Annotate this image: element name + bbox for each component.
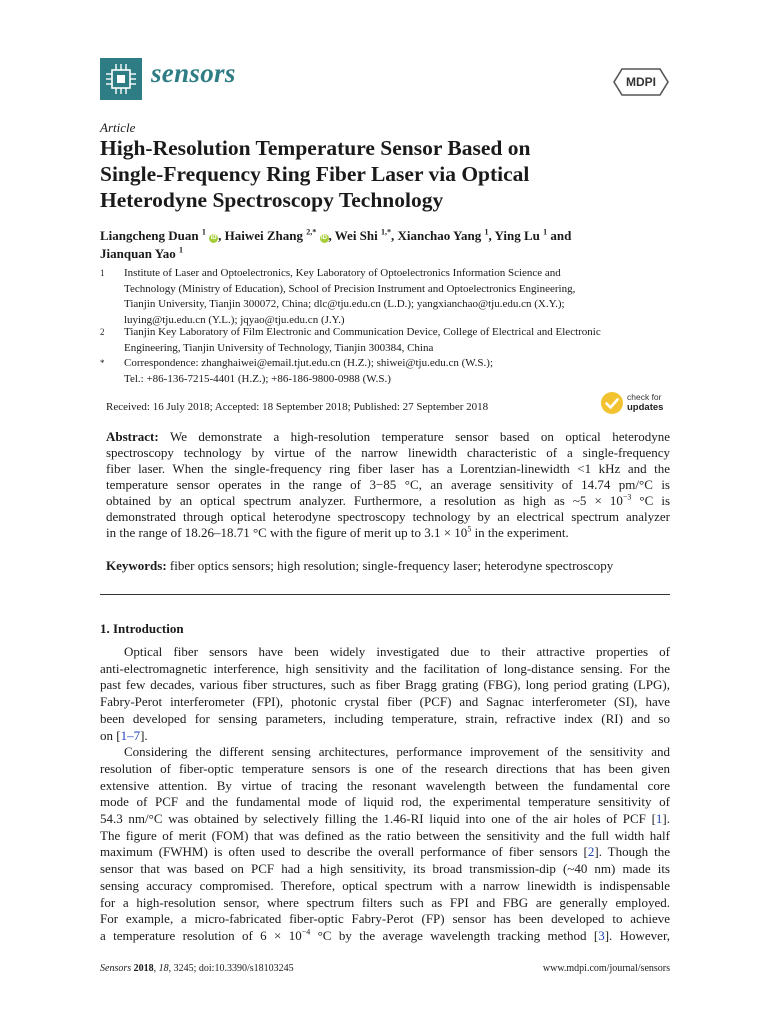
author-name[interactable]: , Xianchao Yang	[391, 228, 482, 243]
introduction-body	[100, 644, 670, 945]
body-text: ].	[140, 727, 148, 743]
author-name[interactable]: , Ying Lu	[488, 228, 540, 243]
body-line: mode of PCF and the fundamental mode of liquid rod, the experimental temperature sensitivity of	[100, 794, 670, 810]
abstract-text: °C is	[631, 493, 671, 508]
keywords	[106, 558, 670, 574]
mdpi-label: MDPI	[626, 75, 656, 89]
abstract-line: temperature sensor operates in the range of 3−85 °C, an average sensitivity of 14.74 pm/°C is	[106, 477, 670, 492]
author-affiliation-mark: 1	[484, 227, 489, 237]
publication-dates: Received: 16 July 2018; Accepted: 18 September 2018; Published: 27 September 2018	[106, 401, 489, 413]
body-text: a temperature resolution of 6 × 10	[100, 927, 302, 943]
affiliation-1	[100, 266, 680, 328]
paper-title	[100, 135, 660, 213]
correspondence	[100, 356, 680, 387]
affiliation-2	[100, 325, 680, 356]
abstract-text: We demonstrate a high-resolution temperature sensor based on optical heterodyne	[158, 429, 670, 444]
author-affiliation-mark: 1	[179, 245, 183, 255]
exponent: −4	[301, 927, 311, 937]
author-name[interactable]: Jianquan Yao	[100, 246, 176, 261]
body-line: extensive attention. By virtue of tracing the resonant wavelength between the fundamental core	[100, 777, 670, 793]
citation-link[interactable]: 3	[598, 927, 605, 943]
abstract-line	[106, 525, 670, 541]
body-line: been developed for sensing parameters, including temperature, strain, refractive index (RI) and so	[100, 710, 670, 726]
abstract-line: demonstrated through optical heterodyne spectroscopy technology by an electrical spectrum analyzer	[106, 509, 670, 524]
keywords-label: Keywords:	[106, 558, 167, 573]
body-line: anti-electromagnetic interference, high sensitivity and the facilitation of long-distance sensing. For the	[100, 660, 670, 676]
footer-year: 2018	[131, 963, 154, 974]
journal-name: sensors	[151, 58, 236, 88]
orcid-icon[interactable]: iD	[210, 235, 217, 241]
divider	[100, 594, 670, 595]
citation-link[interactable]: 1–7	[120, 727, 141, 743]
title-line: High-Resolution Temperature Sensor Based on	[100, 136, 531, 160]
article-type: Article	[100, 120, 136, 135]
author-name[interactable]: , Haiwei Zhang	[218, 228, 303, 243]
journal-logo	[100, 58, 142, 100]
exponent: 5	[467, 524, 472, 534]
body-line: Fabry-Perot interferometer (FPI), photonic crystal fiber (PCF) and Sagnac interferometer (SI), have	[100, 694, 670, 710]
abstract-text: in the experiment.	[471, 525, 569, 540]
abstract-text: in the range of 18.26–18.71 °C with the figure of merit up to 3.1 × 10	[106, 525, 468, 540]
body-line	[100, 728, 670, 745]
affiliation-line: Institute of Laser and Optoelectronics, Key Laboratory of Optoelectronics Information Science and	[124, 267, 561, 279]
author-list	[100, 227, 680, 263]
abstract-line	[106, 493, 670, 509]
body-text: ]. However,	[604, 927, 671, 943]
affiliation-line: luying@tju.edu.cn (Y.L.); jqyao@tju.edu.cn (J.Y.)	[124, 313, 345, 326]
body-text: on [	[100, 727, 121, 743]
body-line	[100, 928, 670, 945]
body-line	[100, 844, 670, 861]
body-text: maximum (FWHM) is often used to describe the overall performance of fiber sensors [	[100, 844, 588, 860]
author-affiliation-mark: 1,*	[381, 227, 392, 237]
correspondence-line: Tel.: +86-136-7215-4401 (H.Z.); +86-186-9800-0988 (W.S.)	[124, 372, 391, 385]
abstract-line: fiber laser. When the single-frequency ring fiber laser has a Lorentzian-linewidth <1 kHz and the	[106, 461, 670, 476]
author-affiliation-mark: 2,*	[306, 227, 317, 237]
author-name[interactable]: , Wei Shi	[328, 228, 378, 243]
abstract-line: spectroscopy technology by virtue of the narrow linewidth characteristic of a single-frequency	[106, 445, 670, 460]
correspondence-line: Correspondence: zhanghaiwei@email.tjut.edu.cn (H.Z.); shiwei@tju.edu.cn (W.S.);	[124, 357, 494, 369]
footer-journal: Sensors	[100, 963, 132, 974]
affiliation-line: Tianjin Key Laboratory of Film Electronic and Communication Device, College of Electrical and Electronic	[124, 326, 601, 338]
abstract-line	[106, 429, 670, 445]
body-line: sensor that was based on PCF had a high sensitivity, its broad transmission-dip (~40 nm) made its	[100, 861, 670, 877]
body-text: ].	[662, 811, 670, 827]
chip-icon	[100, 58, 142, 100]
mdpi-logo	[612, 67, 670, 97]
affiliation-mark: 2	[100, 327, 105, 337]
footer-url[interactable]: www.mdpi.com/journal/sensors	[542, 963, 670, 974]
affiliation-line: Tianjin University, Tianjin 300072, China; dlc@tju.edu.cn (L.D.); yangxianchao@tju.edu.cn (X.Y.);	[124, 298, 565, 310]
body-line: Optical fiber sensors have been widely investigated due to their attractive properties of	[124, 644, 670, 659]
body-line: resolution of fiber-optic temperature sensors is one of the research directions that has been given	[100, 760, 670, 776]
body-line: The figure of merit (FOM) that was defined as the ratio between the sensitivity and the full width half	[100, 827, 670, 843]
body-text: ]. Though the	[594, 844, 670, 860]
title-line: Heterodyne Spectroscopy Technology	[100, 188, 444, 212]
affiliation-mark: 1	[100, 268, 105, 278]
citation-link[interactable]: 2	[587, 844, 595, 860]
citation-link[interactable]: 1	[655, 811, 663, 827]
affiliation-line: Engineering, Tianjin University of Technology, Tianjin 300384, China	[124, 341, 434, 354]
orcid-icon[interactable]: iD	[321, 235, 327, 241]
author-affiliation-mark: 1	[543, 227, 548, 237]
abstract-label: Abstract:	[106, 429, 159, 444]
section-heading: 1. Introduction	[100, 621, 184, 636]
check-updates-line2: updates	[627, 402, 664, 413]
footer-citation	[100, 963, 294, 974]
body-line	[100, 811, 670, 828]
author-affiliation-mark: 1	[201, 227, 206, 237]
body-line: past few decades, various fiber structures, such as fiber Bragg grating (FBG), long period grating (LPG),	[100, 677, 670, 693]
check-updates-line1: check for	[627, 392, 662, 402]
check-for-updates-badge[interactable]	[601, 391, 673, 417]
body-text: 54.3 nm/°C was obtained by selectively filling the 1.46-RI liquid into one of the air holes of PCF [	[100, 811, 656, 827]
affiliation-line: Technology (Ministry of Education), School of Precision Instrument and Optoelectronics Engineering,	[124, 282, 576, 295]
footer-doi: , 3245; doi:10.3390/s18103245	[168, 963, 294, 974]
keywords-text: fiber optics sensors; high resolution; single-frequency laser; heterodyne spectroscopy	[166, 558, 614, 573]
title-line: Single-Frequency Ring Fiber Laser via Optical	[100, 162, 530, 186]
correspondence-mark: *	[100, 358, 105, 368]
body-line: sensing accuracy compromised. Therefore, optical spectrum with a narrow linewidth is indispensable	[100, 877, 670, 893]
exponent: −3	[622, 492, 632, 502]
abstract-text: obtained by an optical spectrum analyzer. Furthermore, a resolution as high as ~5 × 10	[106, 493, 623, 508]
abstract	[106, 429, 670, 541]
footer-volume: , 18	[153, 963, 169, 974]
body-line: For example, a micro-fabricated fiber-optic Fabry-Perot (FP) sensor has been developed to achieve	[100, 911, 670, 927]
body-line: for a high-resolution sensor, where spectrum filters such as FPI and FBG are generally employed.	[100, 894, 670, 910]
body-text: °C by the average wavelength tracking method [	[310, 927, 599, 943]
author-conjunction: and	[547, 228, 572, 243]
author-name[interactable]: Liangcheng Duan	[100, 228, 199, 243]
check-icon	[601, 392, 623, 414]
body-line: Considering the different sensing architectures, performance improvement of the sensitivity and	[124, 744, 670, 760]
